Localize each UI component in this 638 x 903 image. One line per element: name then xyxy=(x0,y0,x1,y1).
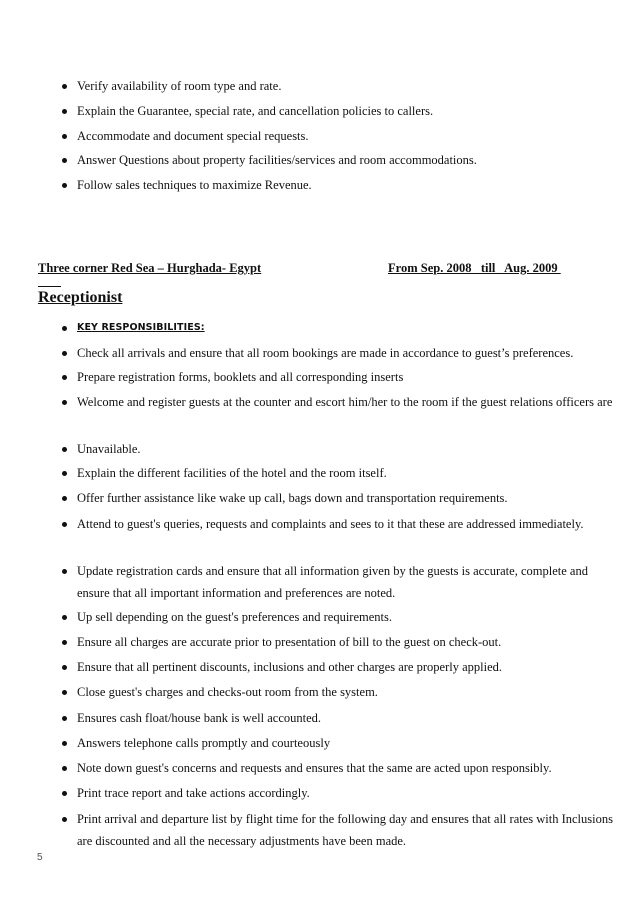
list-item: Verify availability of room type and rate. xyxy=(77,75,617,97)
list-item: Ensure all charges are accurate prior to presentation of bill to the guest on check-out. xyxy=(77,631,617,653)
divider xyxy=(38,286,61,287)
list-item: Update registration cards and ensure that all information given by the guests is accurate, complete and ensure that all important information and preferences are noted. xyxy=(77,560,617,604)
key-responsibilities-heading: KEY RESPONSIBILITIES: xyxy=(77,317,617,339)
list-item: Welcome and register guests at the counter and escort him/her to the room if the guest relations officers are xyxy=(77,391,617,413)
list-item: Note down guest's concerns and requests and ensures that the same are acted upon responsibly. xyxy=(77,757,617,779)
list-item: Prepare registration forms, booklets and all corresponding inserts xyxy=(77,366,617,388)
list-item: Answer Questions about property facilities/services and room accommodations. xyxy=(77,149,617,171)
list-item: Attend to guest's queries, requests and complaints and sees to it that these are addressed immediately. xyxy=(77,513,617,535)
list-item: Follow sales techniques to maximize Revenue. xyxy=(77,174,617,196)
list-item: Check all arrivals and ensure that all room bookings are made in accordance to guest’s preferences. xyxy=(77,342,617,364)
employer-name: Three corner Red Sea – Hurghada- Egypt xyxy=(38,261,262,275)
page-number: 5 xyxy=(37,852,43,863)
list-item: Explain the different facilities of the hotel and the room itself. xyxy=(77,462,617,484)
list-item: Accommodate and document special requests. xyxy=(77,125,617,147)
list-item: Unavailable. xyxy=(77,438,617,460)
list-item: Print arrival and departure list by flight time for the following day and ensures that all rates with Inclusions are discounted and all the necessary adjustments have been made. xyxy=(77,808,617,852)
job-title: Receptionist xyxy=(38,289,123,306)
employment-dates: From Sep. 2008 till Aug. 2009 xyxy=(388,261,561,275)
list-item: Close guest's charges and checks-out room from the system. xyxy=(77,681,617,703)
list-item: Ensures cash float/house bank is well accounted. xyxy=(77,707,617,729)
list-item: Print trace report and take actions accordingly. xyxy=(77,782,617,804)
list-item: Answers telephone calls promptly and courteously xyxy=(77,732,617,754)
list-item: Offer further assistance like wake up call, bags down and transportation requirements. xyxy=(77,487,617,509)
list-item: Up sell depending on the guest's preferences and requirements. xyxy=(77,606,617,628)
list-item: Explain the Guarantee, special rate, and cancellation policies to callers. xyxy=(77,100,617,122)
list-item: Ensure that all pertinent discounts, inclusions and other charges are properly applied. xyxy=(77,656,617,678)
